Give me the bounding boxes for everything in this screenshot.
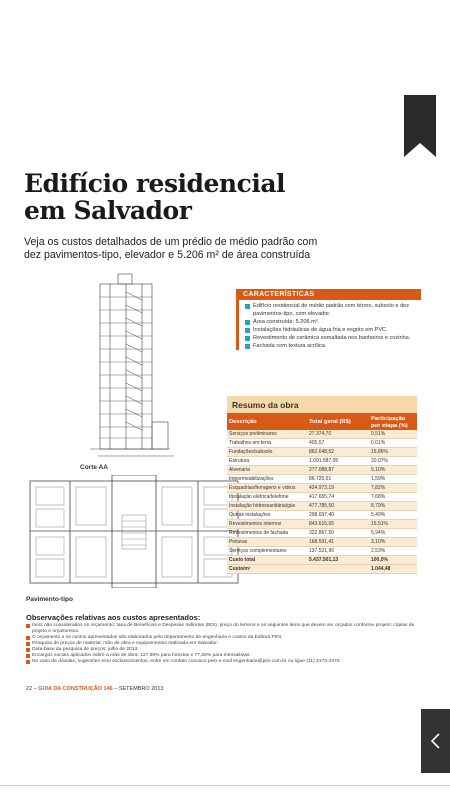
table-cell: Serviços complementares — [227, 547, 307, 556]
table-cell: Instalação elétrica/telefone — [227, 493, 307, 502]
building-section-drawing — [90, 272, 180, 460]
table-row — [227, 475, 417, 484]
table-cell: Revestimentos internos — [227, 520, 307, 529]
bullet-square-icon — [26, 648, 30, 652]
table-cell: Trabalhos em terra — [227, 439, 307, 448]
table-cell: Impermeabilizações — [227, 475, 307, 484]
caracteristicas-list — [239, 302, 421, 350]
table-cell: 86.725,01 — [307, 475, 369, 484]
table-cell: 843.615,65 — [307, 520, 369, 529]
table-cell: 477.785,50 — [307, 502, 369, 511]
issue-date: SETEMBRO 2013 — [118, 686, 164, 692]
table-cell — [307, 565, 369, 574]
list-item: Instalações hidráulicas de água fria e esgoto em PVC. — [245, 326, 421, 334]
bullet-square-icon — [245, 328, 250, 333]
table-cell: 27.374,70 — [307, 430, 369, 439]
resumo-table-box — [227, 396, 417, 574]
bullet-square-icon — [245, 344, 250, 349]
table-row — [227, 439, 417, 448]
table-cell: 7,82% — [369, 484, 417, 493]
list-item: No caso de dúvidas, sugestões e/ou esclarecimentos, entre em contato conosco pelo e-mail engenharia@pini.com.br ou ligue (11) 2173-2370. — [26, 659, 426, 665]
resumo-table — [227, 415, 417, 574]
table-cell: 0,51% — [369, 430, 417, 439]
table-cell: Serviços preliminares — [227, 430, 307, 439]
table-cell: Pinturas — [227, 538, 307, 547]
table-cell: Revestimentos de fachada — [227, 529, 307, 538]
table-cell: 5,94% — [369, 529, 417, 538]
resumo-table-body — [227, 430, 417, 574]
table-row — [227, 520, 417, 529]
magazine-name: GUIA DA CONSTRUÇÃO 146 — [38, 686, 113, 692]
table-cell: 5,10% — [369, 466, 417, 475]
title-line-1: Edifício residencial — [24, 169, 286, 198]
table-row — [227, 493, 417, 502]
back-button[interactable] — [421, 709, 450, 773]
table-cell: 3,10% — [369, 538, 417, 547]
list-item: Encargos sociais aplicados sobre a mão de obra: 127,99% para horistas e 77,25% para mensalistas. — [26, 653, 426, 659]
table-cell: 168.591,41 — [307, 538, 369, 547]
observacoes-section — [26, 613, 426, 665]
list-item: Fachada com textura acrílica. — [245, 342, 421, 350]
table-cell: 20,07% — [369, 457, 417, 466]
table-cell: 277.088,87 — [307, 466, 369, 475]
table-row — [227, 448, 417, 457]
table-row — [227, 484, 417, 493]
table-cell: Custo/m² — [227, 565, 307, 574]
pavimento-label: Pavimento-tipo — [26, 596, 73, 603]
bookmark-icon[interactable] — [404, 95, 436, 157]
table-cell: 405,57 — [307, 439, 369, 448]
table-cell: Custo total — [227, 556, 307, 565]
table-cell: 2,53% — [369, 547, 417, 556]
table-row — [227, 556, 417, 565]
bottom-divider — [0, 785, 450, 786]
bullet-square-icon — [26, 624, 30, 628]
list-item: Itens não considerados no orçamento: taxa de Benefícios e Despesas Indiretas (BDI), preço do terreno e os seguintes itens que devem ser orçados conforme projeto: cópias de projeto e orçamentos. — [26, 623, 426, 635]
table-row — [227, 547, 417, 556]
table-row — [227, 466, 417, 475]
observacoes-heading: Observações relativas aos custos apresentados: — [26, 613, 201, 622]
table-cell: 322.867,50 — [307, 529, 369, 538]
table-cell: 417.655,74 — [307, 493, 369, 502]
column-header: Participação por etapa (%) — [369, 415, 417, 430]
table-cell: 1,59% — [369, 475, 417, 484]
table-cell: 0,01% — [369, 439, 417, 448]
floor-plan-drawing — [28, 475, 240, 588]
table-cell: 1.091.587,05 — [307, 457, 369, 466]
subtitle: Veja os custos detalhados de um prédio de médio padrão com dez pavimentos-tipo, elevador e 5.206 m² de área construída — [24, 236, 318, 261]
column-header: Descrição — [227, 415, 307, 430]
bullet-square-icon — [26, 636, 30, 640]
table-cell: 1.044,48 — [369, 565, 417, 574]
resumo-heading: Resumo da obra — [227, 396, 417, 415]
table-cell: 100,0% — [369, 556, 417, 565]
list-item: Edifício residencial de médio padrão com térreo, subsolo e dez pavimentos-tipo, com elevador. — [245, 302, 421, 318]
table-cell: 5,49% — [369, 511, 417, 520]
list-item: Área construída: 5.206 m². — [245, 318, 421, 326]
table-cell: 5.437.501,13 — [307, 556, 369, 565]
caracteristicas-heading: CARACTERÍSTICAS — [239, 289, 421, 300]
chevron-left-icon — [429, 733, 441, 749]
list-item: O orçamento e os custos apresentados são elaborados pelo departamento de engenharia e custos da Editora PINI. — [26, 635, 426, 641]
page-number: 22 — [26, 686, 33, 692]
bullet-square-icon — [26, 642, 30, 646]
title-line-2: em Salvador — [24, 196, 192, 225]
table-cell: 137.521,96 — [307, 547, 369, 556]
table-cell: 8,79% — [369, 502, 417, 511]
corte-label: Corte AA — [80, 464, 108, 471]
table-cell: Instalação hidrossanitária/gás — [227, 502, 307, 511]
table-cell: Alvenaria — [227, 466, 307, 475]
table-row — [227, 511, 417, 520]
table-cell: Estrutura — [227, 457, 307, 466]
table-cell: 15,86% — [369, 448, 417, 457]
table-cell: Outras instalações — [227, 511, 307, 520]
table-row — [227, 502, 417, 511]
table-cell: 424.973,19 — [307, 484, 369, 493]
list-item: Data-base da pesquisa de preços: julho de 2013. — [26, 647, 426, 653]
column-header: Total geral (R$) — [307, 415, 369, 430]
bullet-square-icon — [26, 654, 30, 658]
bullet-square-icon — [245, 336, 250, 341]
table-cell: 7,68% — [369, 493, 417, 502]
table-cell: Esquadrias/ferragens e vidros — [227, 484, 307, 493]
table-row — [227, 538, 417, 547]
table-row — [227, 430, 417, 439]
table-row — [227, 529, 417, 538]
table-cell: Fundações/subsolo — [227, 448, 307, 457]
table-row — [227, 565, 417, 574]
table-cell: 15,51% — [369, 520, 417, 529]
table-cell: 862.648,52 — [307, 448, 369, 457]
caracteristicas-box — [236, 289, 421, 350]
bullet-square-icon — [245, 304, 250, 309]
page-footer: 22 – GUIA DA CONSTRUÇÃO 146 – SETEMBRO 2013 — [26, 686, 164, 692]
table-header-row — [227, 415, 417, 430]
bullet-square-icon — [26, 660, 30, 664]
list-item: Pesquisa de preços de material, mão de obra e equipamentos realizada em Salvador. — [26, 641, 426, 647]
table-cell: 298.697,40 — [307, 511, 369, 520]
page-title — [24, 170, 285, 224]
list-item: Revestimento de cerâmica esmaltada nos banheiros e cozinha. — [245, 334, 421, 342]
table-row — [227, 457, 417, 466]
bullet-square-icon — [245, 320, 250, 325]
